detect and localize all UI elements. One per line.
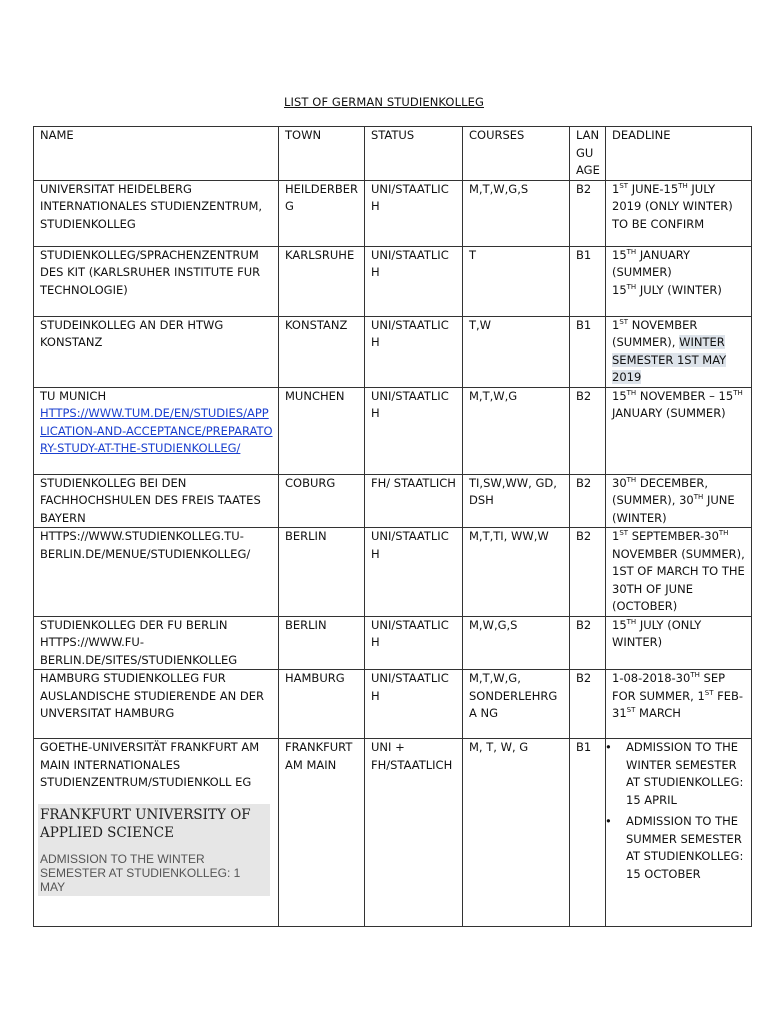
cell-town: KARLSRUHE <box>279 246 365 316</box>
cell-town: BERLIN <box>279 616 365 670</box>
cell-courses: T <box>463 246 570 316</box>
header-status: STATUS <box>365 127 463 181</box>
cell-town: COBURG <box>279 474 365 528</box>
cell-name: STUDEINKOLLEG AN DER HTWG KONSTANZ <box>34 316 279 387</box>
frankfurt-uas-box <box>38 804 270 896</box>
cell-status: UNI + FH/STAATLICH <box>365 739 463 927</box>
cell-name: UNIVERSITAT HEIDELBERG INTERNATIONALES STUDIENZENTRUM, STUDIENKOLLEG <box>34 180 279 246</box>
cell-deadline: 30TH DECEMBER, (SUMMER), 30TH JUNE (WINTER) <box>606 474 752 528</box>
cell-status: UNI/STAATLIC H <box>365 670 463 739</box>
cell-deadline: 1ST JUNE-15TH JULY 2019 (ONLY WINTER) TO BE CONFIRM <box>606 180 752 246</box>
table-row <box>34 316 752 387</box>
header-town: TOWN <box>279 127 365 181</box>
table-row <box>34 616 752 670</box>
cell-language: B1 <box>570 246 606 316</box>
table-row <box>34 246 752 316</box>
table-row <box>34 474 752 528</box>
list-item: • ADMISSION TO THE WINTER SEMESTER AT STUDIENKOLLEG: 15 APRIL <box>612 739 747 809</box>
cell-town: HEILDERBER G <box>279 180 365 246</box>
cell-language: B2 <box>570 474 606 528</box>
table-row <box>34 739 752 927</box>
cell-courses: M,T,TI, WW,W <box>463 528 570 617</box>
cell-deadline <box>606 739 752 927</box>
tum-studienkolleg-link[interactable]: HTTPS://WWW.TUM.DE/EN/STUDIES/APPLICATION-AND-ACCEPTANCE/PREPARATORY-STUDY-AT-THE-STUDIENKOLLEG/ <box>40 406 273 455</box>
cell-status: UNI/STAATLIC H <box>365 316 463 387</box>
cell-name: STUDIENKOLLEG/SPRACHENZENTRUM DES KIT (KARLSRUHER INSTITUTE FUR TECHNOLOGIE) <box>34 246 279 316</box>
cell-status: UNI/STAATLIC H <box>365 180 463 246</box>
header-name: NAME <box>34 127 279 181</box>
cell-status: UNI/STAATLIC H <box>365 616 463 670</box>
cell-courses: M, T, W, G <box>463 739 570 927</box>
cell-status: UNI/STAATLIC H <box>365 387 463 474</box>
highlighted-text: WINTER SEMESTER 1ST MAY 2019 <box>612 335 727 384</box>
cell-deadline: 1ST NOVEMBER (SUMMER), WINTER SEMESTER 1ST MAY 2019 <box>606 316 752 387</box>
cell-name: HAMBURG STUDIENKOLLEG FUR AUSLANDISCHE STUDIERENDE AN DER UNVERSITAT HAMBURG <box>34 670 279 739</box>
cell-language: B2 <box>570 528 606 617</box>
cell-deadline: 15TH JULY (ONLY WINTER) <box>606 616 752 670</box>
cell-name: STUDIENKOLLEG DER FU BERLIN HTTPS://WWW.FU-BERLIN.DE/SITES/STUDIENKOLLEG <box>34 616 279 670</box>
admission-list <box>612 739 747 883</box>
cell-name: STUDIENKOLLEG BEI DEN FACHHOCHSHULEN DES FREIS TAATES BAYERN <box>34 474 279 528</box>
cell-deadline: 15TH NOVEMBER – 15TH JANUARY (SUMMER) <box>606 387 752 474</box>
cell-status: UNI/STAATLIC H <box>365 246 463 316</box>
cell-town: FRANKFURT AM MAIN <box>279 739 365 927</box>
cell-courses: T,W <box>463 316 570 387</box>
cell-language: B1 <box>570 739 606 927</box>
cell-town: MUNCHEN <box>279 387 365 474</box>
table-row <box>34 387 752 474</box>
cell-name: TU MUNICH HTTPS://WWW.TUM.DE/EN/STUDIES/APPLICATION-AND-ACCEPTANCE/PREPARATORY-STUDY-AT-THE-STUDIENKOLLEG/ <box>34 387 279 474</box>
cell-status: FH/ STAATLICH <box>365 474 463 528</box>
cell-town: BERLIN <box>279 528 365 617</box>
cell-courses: M,T,W,G,S <box>463 180 570 246</box>
cell-language: B1 <box>570 316 606 387</box>
studienkolleg-table <box>33 126 752 927</box>
cell-status: UNI/STAATLIC H <box>365 528 463 617</box>
table-row <box>34 180 752 246</box>
cell-courses: M,W,G,S <box>463 616 570 670</box>
page-title: LIST OF GERMAN STUDIENKOLLEG <box>284 95 484 109</box>
header-deadline: DEADLINE <box>606 127 752 181</box>
cell-courses: M,T,W,G, SONDERLEHRGA NG <box>463 670 570 739</box>
cell-town: HAMBURG <box>279 670 365 739</box>
cell-courses: M,T,W,G <box>463 387 570 474</box>
table-row <box>34 670 752 739</box>
cell-name: HTTPS://WWW.STUDIENKOLLEG.TU-BERLIN.DE/MENUE/STUDIENKOLLEG/ <box>34 528 279 617</box>
header-language: LAN GU AGE <box>570 127 606 181</box>
cell-language: B2 <box>570 616 606 670</box>
cell-deadline: 15TH JANUARY (SUMMER) 15TH JULY (WINTER) <box>606 246 752 316</box>
cell-language: B2 <box>570 180 606 246</box>
cell-name <box>34 739 279 927</box>
header-courses: COURSES <box>463 127 570 181</box>
cell-deadline: 1-08-2018-30TH SEP FOR SUMMER, 1ST FEB-31ST MARCH <box>606 670 752 739</box>
cell-deadline: 1ST SEPTEMBER-30TH NOVEMBER (SUMMER), 1ST OF MARCH TO THE 30TH OF JUNE (OCTOBER) <box>606 528 752 617</box>
table-header-row <box>34 127 752 181</box>
goethe-uni-name: GOETHE-UNIVERSITÄT FRANKFURT AM MAIN INTERNATIONALES STUDIENZENTRUM/STUDIENKOLL EG <box>40 740 260 789</box>
table-row <box>34 528 752 617</box>
frankfurt-uas-title: FRANKFURT UNIVERSITY OF APPLIED SCIENCE <box>40 806 251 841</box>
list-item: • ADMISSION TO THE SUMMER SEMESTER AT STUDIENKOLLEG: 15 OCTOBER <box>612 813 747 883</box>
cell-language: B2 <box>570 387 606 474</box>
cell-town: KONSTANZ <box>279 316 365 387</box>
cell-language: B2 <box>570 670 606 739</box>
frankfurt-uas-admission: ADMISSION TO THE WINTER SEMESTER AT STUDIENKOLLEG: 1 MAY <box>40 851 241 894</box>
cell-courses: TI,SW,WW, GD, DSH <box>463 474 570 528</box>
